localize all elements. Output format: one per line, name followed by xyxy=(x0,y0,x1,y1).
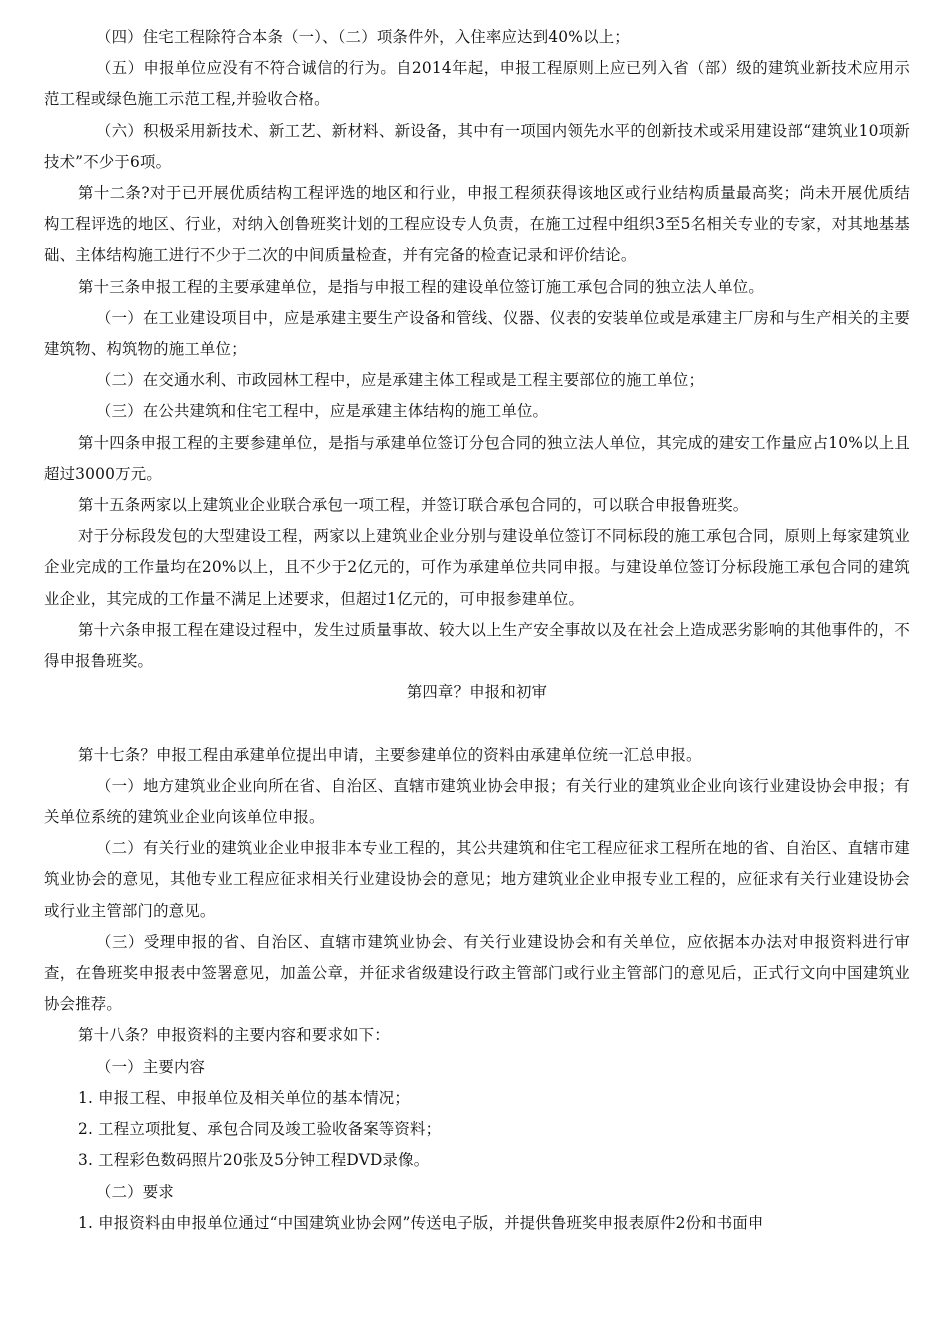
article-18-section-1: （一）主要内容 xyxy=(96,1057,206,1076)
paragraph-item-6: （六）积极采用新技术、新工艺、新材料、新设备，其中有一项国内领先水平的创新技术或采用建设部“建筑业10项新技术”不少于6项。 xyxy=(44,121,910,171)
paragraph-item-5: （五）申报单位应没有不符合诚信的行为。自2014年起，申报工程原则上应已列入省（部）级的建筑业新技术应用示范工程或绿色施工示范工程,并验收合格。 xyxy=(44,59,910,109)
article-13: 第十三条申报工程的主要承建单位，是指与申报工程的建设单位签订施工承包合同的独立法人单位。 xyxy=(78,277,764,296)
article-17-item-1: （一）地方建筑业企业向所在省、自治区、直辖市建筑业协会申报；有关行业的建筑业企业向该行业建设协会申报；有关单位系统的建筑业企业向该单位申报。 xyxy=(44,776,910,827)
chapter-heading: 第四章？申报和初审 xyxy=(406,683,548,702)
article-18-requirement-1: 1. 申报资料由申报单位通过“中国建筑业协会网”传送电子版，并提供鲁班奖申报表原件2份和书面申 xyxy=(78,1213,764,1232)
article-16: 第十六条申报工程在建设过程中，发生过质量事故、较大以上生产安全事故以及在社会上造成恶劣影响的其他事件的，不得申报鲁班奖。 xyxy=(44,620,910,671)
article-13-item-1: （一）在工业建设项目中，应是承建主要生产设备和管线、仪器、仪表的安装单位或是承建主厂房和与生产相关的主要建筑物、构筑物的施工单位； xyxy=(44,308,910,359)
article-17-item-2: （二）有关行业的建筑业企业申报非本专业工程的，其公共建筑和住宅工程应征求工程所在地的省、自治区、直辖市建筑业协会的意见，其他专业工程应征求相关行业建设协会的意见；地方建筑业企业申报专业工程的，应征求有关行业建设协会或行业主管部门的意见。 xyxy=(44,839,910,920)
article-13-item-3: （三）在公共建筑和住宅工程中，应是承建主体结构的施工单位。 xyxy=(96,402,549,421)
document-page xyxy=(44,22,910,1239)
article-18: 第十八条？申报资料的主要内容和要求如下： xyxy=(78,1026,390,1045)
article-18-list-item-3: 3. 工程彩色数码照片20张及5分钟工程DVD录像。 xyxy=(78,1151,430,1170)
article-15: 第十五条两家以上建筑业企业联合承包一项工程，并签订联合承包合同的，可以联合申报鲁班奖。 xyxy=(78,496,749,515)
blank-line xyxy=(44,708,910,739)
paragraph-item-4: （四）住宅工程除符合本条（一）、（二）项条件外，入住率应达到40%以上； xyxy=(96,28,630,46)
article-18-list-item-2: 2. 工程立项批复、承包合同及竣工验收备案等资料； xyxy=(78,1120,442,1139)
article-17-item-3: （三）受理申报的省、自治区、直辖市建筑业协会、有关行业建设协会和有关单位，应依据本办法对申报资料进行审查，在鲁班奖申报表中签署意见，加盖公章，并征求省级建设行政主管部门或行业主管部门的意见后，正式行文向中国建筑业协会推荐。 xyxy=(44,932,910,1014)
article-18-list-item-1: 1. 申报工程、申报单位及相关单位的基本情况； xyxy=(78,1088,410,1107)
article-15-paragraph-2: 对于分标段发包的大型建设工程，两家以上建筑业企业分别与建设单位签订不同标段的施工承包合同，原则上每家建筑业企业完成的工作量均在20%以上，且不少于2亿元的，可作为承建单位共同申报。与建设单位签订分标段施工承包合同的建筑业企业，其完成的工作量不满足上述要求，但超过1亿元的，可申报参建单位。 xyxy=(44,527,910,608)
article-18-section-2: （二）要求 xyxy=(96,1182,174,1201)
article-12: 第十二条?对于已开展优质结构工程评选的地区和行业，申报工程须获得该地区或行业结构质量最高奖；尚未开展优质结构工程评选的地区、行业，对纳入创鲁班奖计划的工程应设专人负责，在施工过程中组织3至5名相关专业的专家，对其地基基础、主体结构施工进行不少于二次的中间质量检查，并有完备的检查记录和评价结论。 xyxy=(44,184,910,265)
article-14: 第十四条申报工程的主要参建单位，是指与承建单位签订分包合同的独立法人单位，其完成的建安工作量应占10%以上且超过3000万元。 xyxy=(44,433,910,483)
article-13-item-2: （二）在交通水利、市政园林工程中，应是承建主体工程或是工程主要部位的施工单位； xyxy=(96,371,705,390)
article-17: 第十七条？申报工程由承建单位提出申请，主要参建单位的资料由承建单位统一汇总申报。 xyxy=(78,745,702,764)
